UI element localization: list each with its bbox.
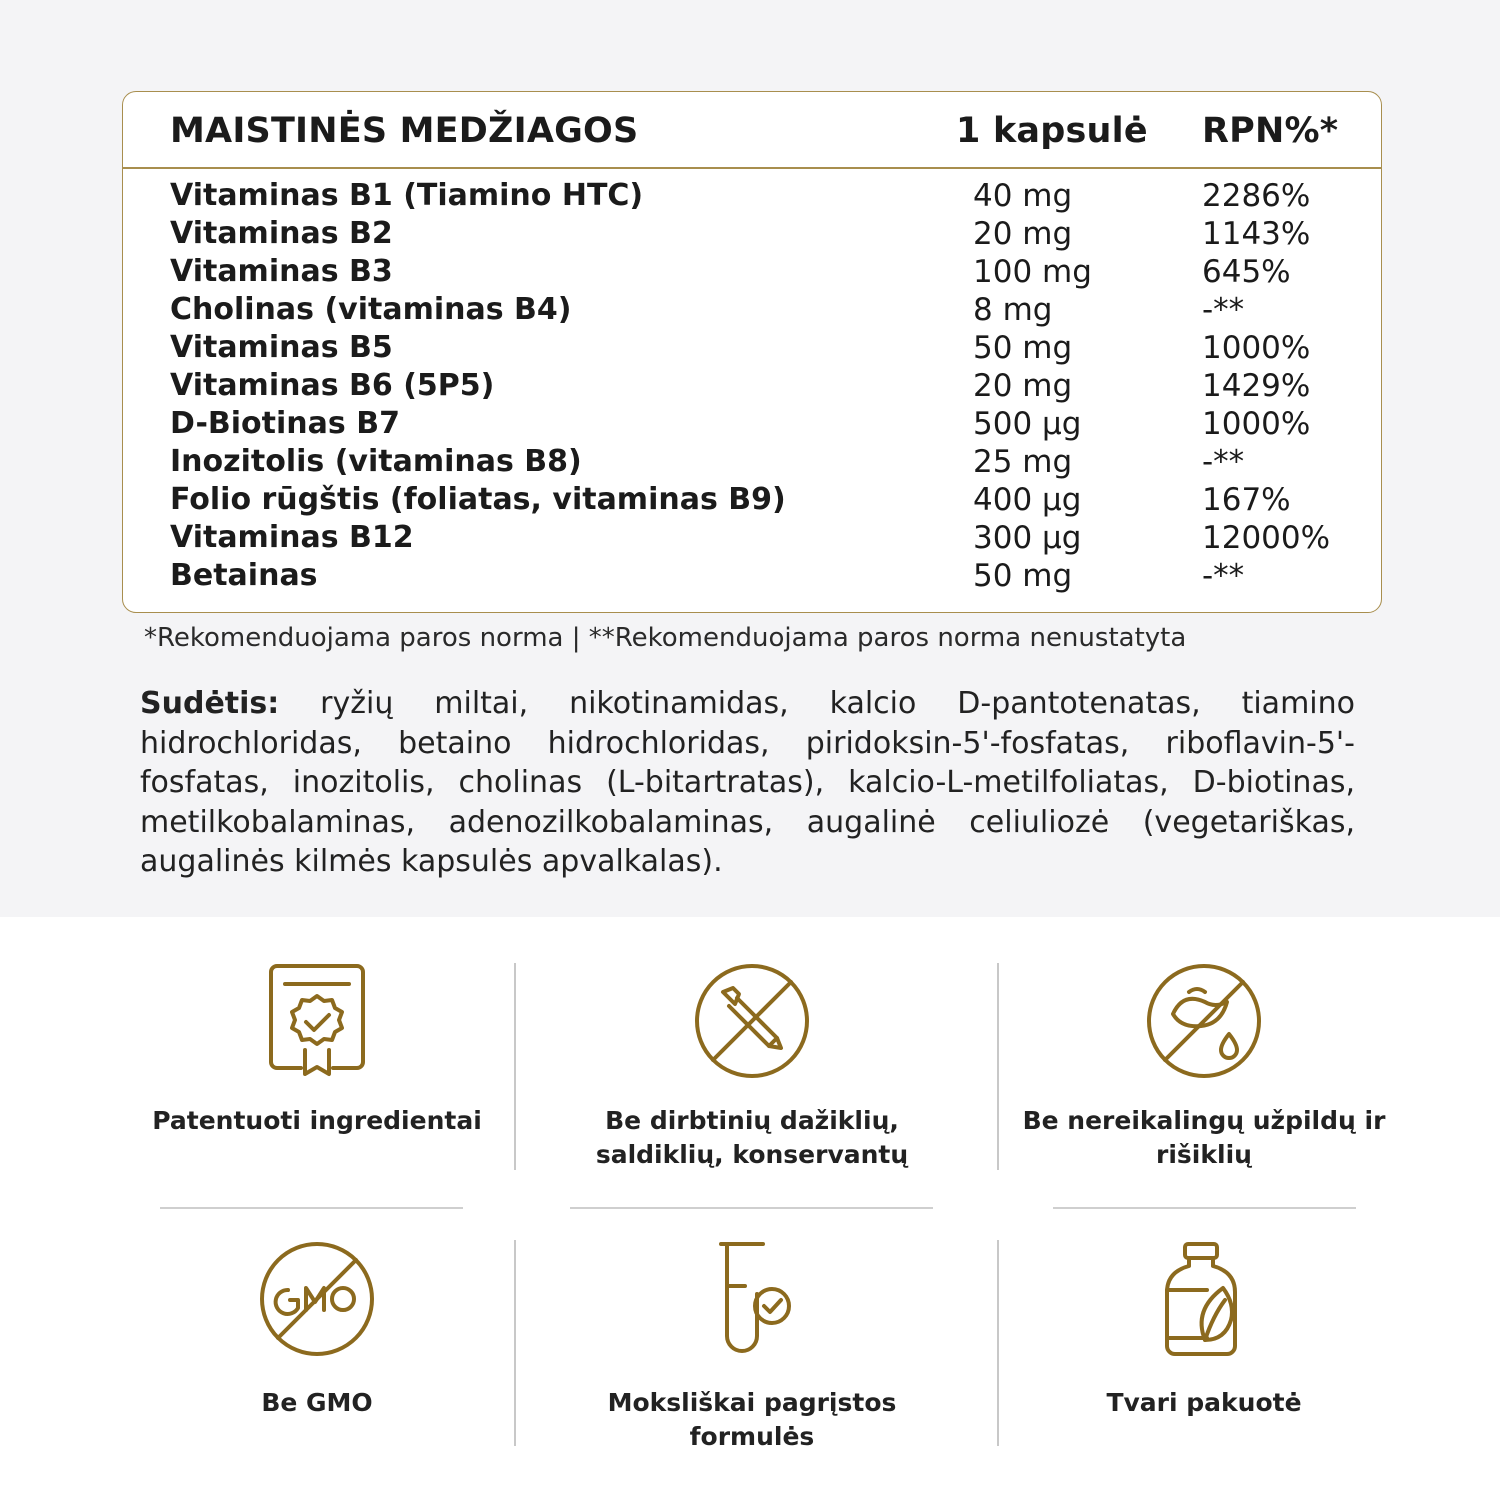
feature-label: Be dirbtinių dažiklių, saldiklių, konservantų [595, 1106, 909, 1169]
feature-label: Tvari pakuotė [1106, 1388, 1302, 1417]
nutrient-amount: 300 µg [973, 520, 1082, 556]
nutrient-name: Folio rūgštis (foliatas, vitaminas B9) [170, 482, 786, 517]
certificate-icon [267, 962, 367, 1080]
nutrient-amount: 50 mg [973, 330, 1073, 366]
table-row [123, 405, 1381, 443]
feature-label: Be nereikalingų užpildų ir rišiklių [1022, 1106, 1386, 1169]
divider [160, 1207, 463, 1209]
table-row [123, 291, 1381, 329]
composition-ingredients: ryžių miltai, nikotinamidas, kalcio D-pantotenatas, tiamino hidrochloridas, betaino hidrochloridas, piridoksin-5'-fosfatas, riboflavin-5'-fosfatas, inozitolis, cholinas (L-bitartratas), kalcio-L-metilfoliatas, D-biotinas, metilkobalaminas, adenozilkobalaminas, augalinė celiuliozė (vegetariškas, augalinės kilmės kapsulės apvalkalas). [140, 686, 1355, 879]
divider [570, 1207, 933, 1209]
nutrient-rpn: 1143% [1202, 216, 1311, 252]
header-rpn: RPN%* [1202, 111, 1339, 151]
feature-patented [117, 962, 517, 1138]
composition-text [140, 684, 1355, 882]
nutrient-rpn: 1429% [1202, 368, 1311, 404]
nutrient-name: Vitaminas B2 [170, 216, 393, 251]
nutrient-rpn: 12000% [1202, 520, 1331, 556]
nutrient-name: Vitaminas B6 (5P5) [170, 368, 495, 403]
nutrient-name: Inozitolis (vitaminas B8) [170, 444, 582, 479]
nutrient-name: Vitaminas B3 [170, 254, 393, 289]
nutrient-name: Betainas [170, 558, 318, 593]
feature-no-gmo [117, 1240, 517, 1420]
nutrient-amount: 25 mg [973, 444, 1073, 480]
nutrient-rpn: 1000% [1202, 406, 1311, 442]
feature-sustainable [1004, 1240, 1404, 1420]
composition-label: Sudėtis: [140, 686, 280, 721]
header-nutrients: MAISTINĖS MEDŽIAGOS [170, 111, 639, 151]
nutrient-name: Vitaminas B5 [170, 330, 393, 365]
no-gmo-icon [258, 1240, 376, 1358]
feature-no-fillers [1004, 962, 1404, 1172]
nutrient-name: Cholinas (vitaminas B4) [170, 292, 572, 327]
header-amount: 1 kapsulė [956, 111, 1148, 151]
nutrient-amount: 40 mg [973, 178, 1073, 214]
feature-label: Be GMO [261, 1388, 373, 1417]
table-header [123, 92, 1381, 169]
nutrient-amount: 500 µg [973, 406, 1082, 442]
feature-no-additives [552, 962, 952, 1172]
divider [1053, 1207, 1356, 1209]
table-row [123, 253, 1381, 291]
nutrient-rpn: 1000% [1202, 330, 1311, 366]
nutrient-name: D-Biotinas B7 [170, 406, 400, 441]
divider [997, 963, 999, 1170]
divider [997, 1240, 999, 1446]
no-filler-icon [1145, 962, 1263, 1080]
table-row [123, 367, 1381, 405]
table-row [123, 481, 1381, 519]
nutrient-amount: 50 mg [973, 558, 1073, 594]
nutrient-name: Vitaminas B12 [170, 520, 414, 555]
table-row [123, 177, 1381, 215]
table-row [123, 329, 1381, 367]
nutrient-rpn: -** [1202, 292, 1245, 328]
no-dye-icon [693, 962, 811, 1080]
test-tube-icon [693, 1240, 811, 1358]
table-row [123, 519, 1381, 557]
table-row [123, 215, 1381, 253]
nutrient-name: Vitaminas B1 (Tiamino HTC) [170, 178, 644, 213]
nutrient-amount: 20 mg [973, 216, 1073, 252]
nutrition-table [122, 91, 1382, 613]
nutrient-amount: 20 mg [973, 368, 1073, 404]
feature-scientific [552, 1240, 952, 1454]
nutrient-amount: 8 mg [973, 292, 1053, 328]
table-body [123, 177, 1381, 595]
nutrient-rpn: 2286% [1202, 178, 1311, 214]
table-row [123, 557, 1381, 595]
nutrient-amount: 400 µg [973, 482, 1082, 518]
nutrient-rpn: 167% [1202, 482, 1291, 518]
table-row [123, 443, 1381, 481]
feature-label: Patentuoti ingredientai [152, 1106, 482, 1135]
nutrient-amount: 100 mg [973, 254, 1092, 290]
nutrient-rpn: -** [1202, 558, 1245, 594]
table-footnote: *Rekomenduojama paros norma | **Rekomenduojama paros norma nenustatyta [144, 623, 1187, 653]
nutrient-rpn: 645% [1202, 254, 1291, 290]
nutrient-rpn: -** [1202, 444, 1245, 480]
eco-jar-icon [1145, 1240, 1263, 1358]
feature-label: Moksliškai pagrįstos formulės [607, 1388, 897, 1451]
